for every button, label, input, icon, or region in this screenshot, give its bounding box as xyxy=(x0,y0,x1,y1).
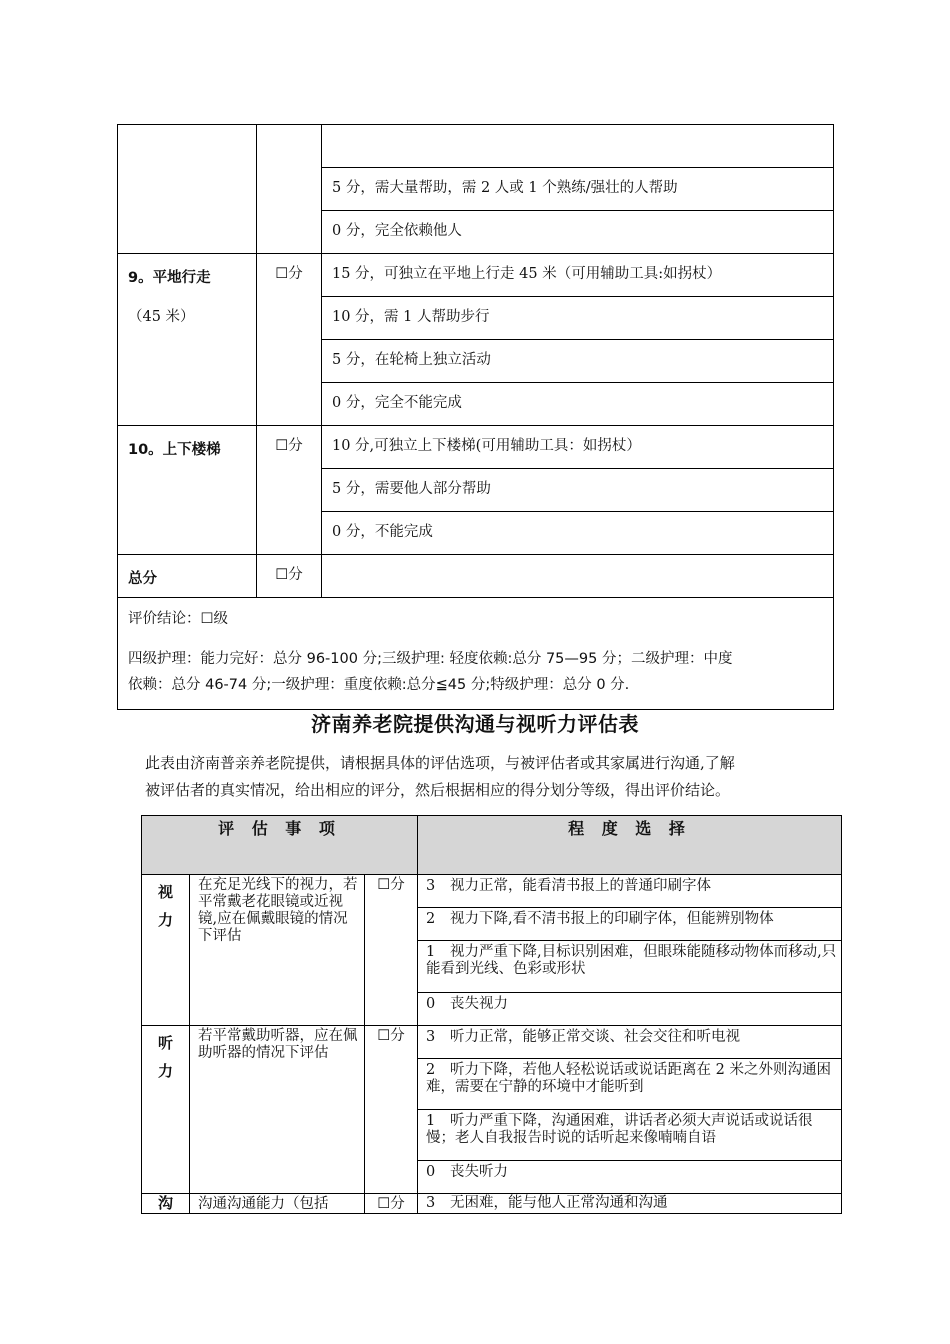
category-communication xyxy=(142,1194,190,1214)
total-score-box[interactable]: ☐分 xyxy=(257,555,322,598)
option-text: 无困难，能与他人正常沟通和沟通 xyxy=(450,1195,668,1211)
conclusion-label: 评价结论：☐级 xyxy=(128,611,228,627)
option-number: 1 xyxy=(426,1113,436,1129)
category-char: 沟 xyxy=(157,1194,173,1212)
option-number: 3 xyxy=(426,1195,436,1211)
category-description: 若平常戴助听器，应在佩助听器的情况下评估 xyxy=(190,1026,365,1194)
header-degree-choice: 程 度 选 择 xyxy=(418,816,842,875)
category-char: 视 xyxy=(157,883,173,901)
intro-line: 此表由济南普亲养老院提供，请根据具体的评估选项，与被评估者或其家属进行沟通,了解 xyxy=(145,754,735,772)
option-text: 听力下降，若他人轻松说话或说话距离在 2 米之外则沟通困难，需要在宁静的环境中才能听到 xyxy=(426,1062,831,1095)
option-row: 5 分，在轮椅上独立活动 xyxy=(322,340,834,383)
score-box[interactable]: ☐分 xyxy=(365,1026,418,1194)
header-assessment-items: 评 估 事 项 xyxy=(142,816,418,875)
option-row: 15 分，可独立在平地上行走 45 米（可用辅助工具:如拐杖） xyxy=(322,254,834,297)
cont-item-cell xyxy=(118,125,257,254)
cont-score-cell xyxy=(257,125,322,254)
option-row xyxy=(418,1161,842,1194)
score-box[interactable]: ☐分 xyxy=(257,426,322,555)
option-text: 视力严重下降,目标识别困难，但眼珠能随移动物体而移动,只能看到光线、色彩或形状 xyxy=(426,944,837,977)
category-description: 沟通沟通能力（包括 xyxy=(190,1194,365,1214)
item-label: 9。平地行走 xyxy=(128,270,211,286)
communication-assessment-table xyxy=(141,815,842,1214)
option-number: 0 xyxy=(426,996,436,1012)
adl-table-continued xyxy=(117,124,834,710)
item-sublabel: （45 米） xyxy=(128,309,195,325)
conclusion-criteria-line2: 依赖：总分 46-74 分;一级护理：重度依赖:总分≦45 分;特级护理：总分 0 分. xyxy=(128,677,630,693)
option-number: 0 xyxy=(426,1164,436,1180)
category-description: 在充足光线下的视力，若平常戴老花眼镜或近视镜,应在佩戴眼镜的情况下评估 xyxy=(190,875,365,1026)
item-stairs xyxy=(118,426,257,555)
conclusion-criteria-line1: 四级护理：能力完好：总分 96-100 分;三级护理: 轻度依赖:总分 75—95 分；二级护理：中度 xyxy=(128,651,733,667)
option-row: 10 分,可独立上下楼梯(可用辅助工具：如拐杖） xyxy=(322,426,834,469)
category-char: 听 xyxy=(157,1034,173,1052)
option-row xyxy=(418,1110,842,1161)
option-row: 5 分，需要他人部分帮助 xyxy=(322,469,834,512)
option-row xyxy=(418,1194,842,1214)
total-empty-cell xyxy=(322,555,834,598)
category-hearing xyxy=(142,1026,190,1194)
option-number: 1 xyxy=(426,944,436,960)
option-number: 3 xyxy=(426,1029,436,1045)
option-row xyxy=(418,1059,842,1110)
option-row xyxy=(418,875,842,908)
option-text: 视力下降,看不清书报上的印刷字体，但能辨别物体 xyxy=(450,911,774,927)
option-number: 2 xyxy=(426,1062,436,1078)
option-row xyxy=(418,1026,842,1059)
option-row: 0 分，不能完成 xyxy=(322,512,834,555)
option-row: 5 分，需大量帮助，需 2 人或 1 个熟练/强壮的人帮助 xyxy=(322,168,834,211)
option-text: 丧失听力 xyxy=(450,1164,509,1180)
page-title: 济南养老院提供沟通与视听力评估表 xyxy=(311,712,639,736)
option-number: 2 xyxy=(426,911,436,927)
intro-line: 被评估者的真实情况，给出相应的评分，然后根据相应的得分划分等级，得出评价结论。 xyxy=(145,781,731,799)
option-row: 0 分，完全依赖他人 xyxy=(322,211,834,254)
score-box[interactable]: ☐分 xyxy=(365,875,418,1026)
conclusion-cell xyxy=(118,598,834,710)
score-box[interactable]: ☐分 xyxy=(365,1194,418,1214)
option-row: 0 分，完全不能完成 xyxy=(322,383,834,426)
option-text: 视力正常，能看清书报上的普通印刷字体 xyxy=(450,878,712,894)
option-row xyxy=(418,941,842,993)
score-box[interactable]: ☐分 xyxy=(257,254,322,426)
option-text: 听力正常，能够正常交谈、社会交往和听电视 xyxy=(450,1029,741,1045)
category-char: 力 xyxy=(157,911,173,929)
intro-paragraph xyxy=(145,750,810,804)
option-row xyxy=(418,908,842,941)
category-char: 力 xyxy=(157,1062,173,1080)
total-label: 总分 xyxy=(118,555,257,598)
option-row xyxy=(322,125,834,168)
option-row: 10 分，需 1 人帮助步行 xyxy=(322,297,834,340)
category-vision xyxy=(142,875,190,1026)
item-label: 10。上下楼梯 xyxy=(128,442,221,458)
option-text: 听力严重下降，沟通困难，讲话者必须大声说话或说话很慢；老人自我报告时说的话听起来像喃喃自语 xyxy=(426,1113,813,1146)
option-row xyxy=(418,993,842,1026)
item-walking xyxy=(118,254,257,426)
option-text: 丧失视力 xyxy=(450,996,509,1012)
option-number: 3 xyxy=(426,878,436,894)
